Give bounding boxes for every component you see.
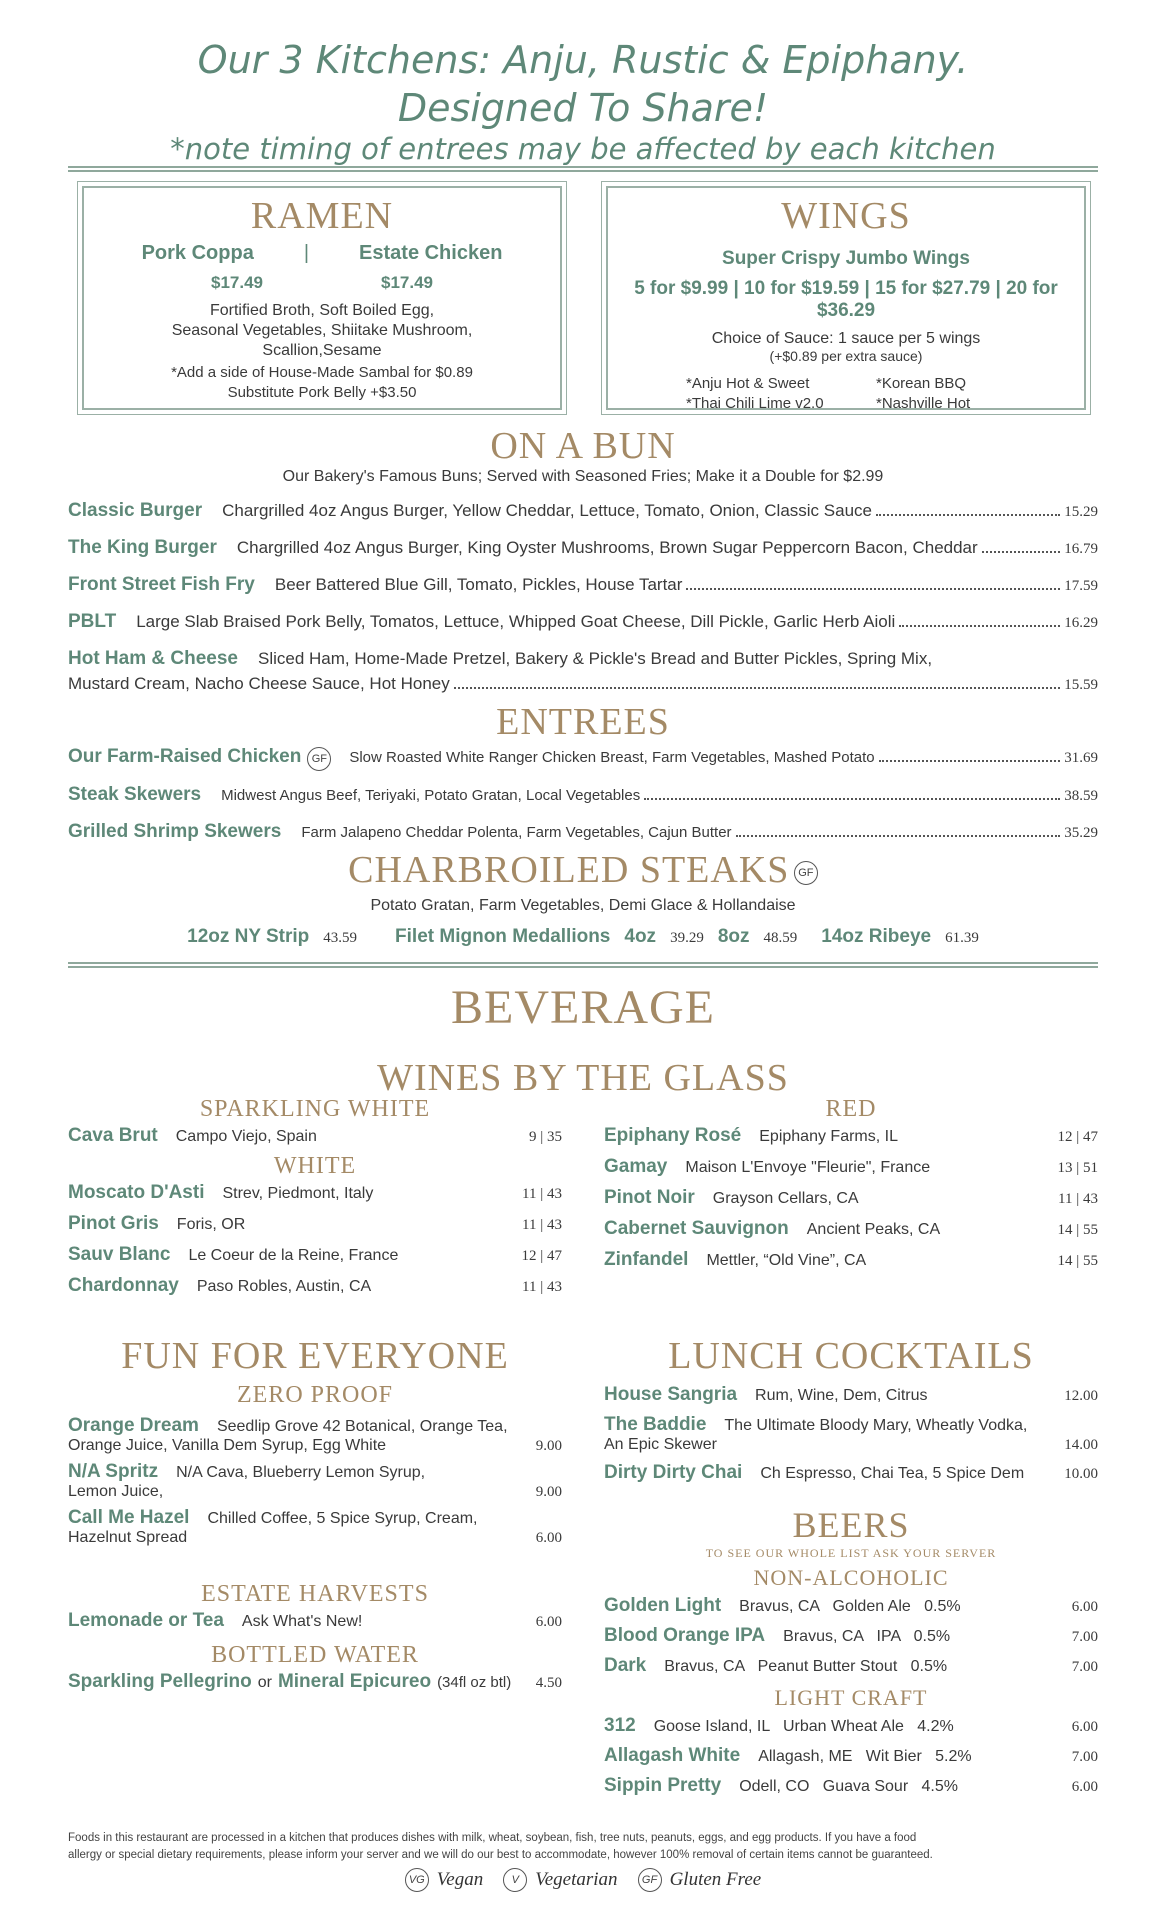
drink-desc: Hazelnut Spread bbox=[68, 1529, 188, 1546]
ramen-option-pork: Pork Coppa bbox=[141, 242, 254, 264]
drink-price: 9.00 bbox=[535, 1484, 562, 1500]
drink-name: N/A Spritz bbox=[68, 1461, 159, 1482]
wine-item bbox=[604, 1249, 1098, 1271]
beer-price: 7.00 bbox=[1071, 1749, 1098, 1765]
steaks-options bbox=[0, 926, 1166, 948]
beer-name: 312 bbox=[604, 1715, 636, 1736]
wine-name: Pinot Gris bbox=[68, 1213, 159, 1234]
beer-name: Blood Orange IPA bbox=[604, 1625, 766, 1646]
item-price: 17.59 bbox=[1064, 578, 1098, 594]
drink-name: Mineral Epicureo bbox=[277, 1671, 432, 1692]
wine-item bbox=[68, 1182, 562, 1204]
wine-name: Chardonnay bbox=[68, 1275, 179, 1296]
menu-item bbox=[68, 500, 1098, 522]
header-line-2: Designed To Share! bbox=[397, 86, 769, 130]
wine-desc: Campo Viejo, Spain bbox=[175, 1128, 317, 1145]
steak-ribeye-price: 61.39 bbox=[945, 930, 979, 946]
ramen-desc-1: Fortified Broth, Soft Boiled Egg, bbox=[209, 302, 435, 319]
drink-name: Orange Dream bbox=[68, 1415, 199, 1436]
steaks-heading bbox=[0, 848, 1166, 892]
vegetarian-icon: V bbox=[503, 1868, 527, 1892]
wine-desc: Mettler, “Old Vine”, CA bbox=[706, 1252, 867, 1269]
item-price: 16.29 bbox=[1064, 615, 1098, 631]
dot-leader bbox=[644, 798, 1060, 800]
cocktail-item bbox=[604, 1462, 1098, 1484]
item-price: 15.59 bbox=[1064, 677, 1098, 693]
item-name: Classic Burger bbox=[68, 500, 203, 521]
ramen-desc-2: Seasonal Vegetables, Shiitake Mushroom, bbox=[171, 322, 473, 339]
wine-name: Pinot Noir bbox=[604, 1187, 695, 1208]
beer-price: 6.00 bbox=[1071, 1719, 1098, 1735]
menu-item bbox=[68, 574, 1098, 596]
item-price: 31.69 bbox=[1064, 750, 1098, 766]
wine-name: Cabernet Sauvignon bbox=[604, 1218, 789, 1239]
steaks-subtitle: Potato Gratan, Farm Vegetables, Demi Glace & Hollandaise bbox=[370, 897, 796, 914]
allergy-line-2: allergy or special dietary requirements, please inform your server and we will do our best to accommodate, however 100% removal of certain items cannot be guaranteed. bbox=[68, 1849, 933, 1861]
wine-price: 12 | 47 bbox=[1057, 1129, 1098, 1145]
cocktail-name: Dirty Dirty Chai bbox=[604, 1462, 743, 1483]
zero-proof-title: ZERO PROOF bbox=[236, 1382, 394, 1408]
menu-item bbox=[68, 784, 1098, 806]
beer-price: 6.00 bbox=[1071, 1779, 1098, 1795]
dot-leader bbox=[879, 760, 1061, 762]
cocktails-title: LUNCH COCKTAILS bbox=[668, 1335, 1034, 1377]
wine-name: Cava Brut bbox=[68, 1125, 158, 1146]
drink-name: Call Me Hazel bbox=[68, 1507, 190, 1528]
wine-item bbox=[68, 1244, 562, 1266]
wine-desc: Ancient Peaks, CA bbox=[806, 1221, 941, 1238]
wine-price: 12 | 47 bbox=[521, 1248, 562, 1264]
ramen-option-chicken: Estate Chicken bbox=[359, 242, 503, 264]
item-desc: Beer Battered Blue Gill, Tomato, Pickles, House Tartar bbox=[274, 575, 683, 594]
wine-price: 13 | 51 bbox=[1057, 1160, 1098, 1176]
wings-title: WINGS bbox=[781, 195, 911, 237]
non-alcoholic-title: NON-ALCOHOLIC bbox=[753, 1565, 949, 1590]
wine-item bbox=[68, 1213, 562, 1235]
drink-desc: Chilled Coffee, 5 Spice Syrup, Cream, bbox=[207, 1510, 478, 1527]
wings-sauce-item: *Thai Chili Lime v2.0 bbox=[686, 395, 824, 412]
item-desc: Sliced Ham, Home-Made Pretzel, Bakery & Pickle's Bread and Butter Pickles, Spring Mix, bbox=[258, 649, 933, 668]
ramen-price-chicken: $17.49 bbox=[381, 273, 433, 292]
beer-desc: Goose Island, IL Urban Wheat Ale 4.2% bbox=[653, 1718, 954, 1735]
red-title: RED bbox=[825, 1096, 877, 1122]
sparkling-white-title: SPARKLING WHITE bbox=[199, 1096, 431, 1122]
bottled-water-title: BOTTLED WATER bbox=[211, 1642, 419, 1668]
cocktail-price: 14.00 bbox=[1064, 1437, 1098, 1453]
steaks-title: CHARBROILED STEAKS bbox=[348, 849, 790, 891]
gluten-free-icon: GF bbox=[307, 747, 331, 771]
cocktail-item bbox=[604, 1414, 1098, 1454]
beer-item bbox=[604, 1715, 1098, 1737]
wine-item bbox=[604, 1125, 1098, 1147]
item-name: Grilled Shrimp Skewers bbox=[68, 821, 282, 842]
ramen-box bbox=[82, 186, 562, 410]
allergy-line-1: Foods in this restaurant are processed in a kitchen that produces dishes with milk, wheat, soybean, fish, tree nuts, peanuts, eggs, and egg products. If you have a food bbox=[68, 1832, 917, 1844]
item-price: 16.79 bbox=[1064, 541, 1098, 557]
legend-vegan: Vegan bbox=[436, 1869, 484, 1890]
beverage-title: BEVERAGE bbox=[451, 981, 715, 1034]
beer-price: 7.00 bbox=[1071, 1659, 1098, 1675]
wine-price: 11 | 43 bbox=[522, 1279, 562, 1295]
wine-name: Epiphany Rosé bbox=[604, 1125, 742, 1146]
menu-item bbox=[68, 648, 1098, 670]
item-desc: Chargrilled 4oz Angus Burger, King Oyster Mushrooms, Brown Sugar Peppercorn Bacon, Cheddar bbox=[236, 538, 978, 557]
wine-name: Gamay bbox=[604, 1156, 668, 1177]
beer-desc: Bravus, CA Peanut Butter Stout 0.5% bbox=[664, 1658, 948, 1675]
wine-desc: Foris, OR bbox=[176, 1216, 246, 1233]
drink-name: Sparkling Pellegrino bbox=[68, 1671, 252, 1692]
cocktail-desc: The Ultimate Bloody Mary, Wheatly Vodka, bbox=[724, 1417, 1028, 1434]
light-craft-title: LIGHT CRAFT bbox=[774, 1685, 928, 1710]
beer-name: Sippin Pretty bbox=[604, 1775, 722, 1796]
wine-desc: Paso Robles, Austin, CA bbox=[196, 1278, 372, 1295]
estate-harvests-title: ESTATE HARVESTS bbox=[201, 1581, 429, 1607]
wines-title: WINES BY THE GLASS bbox=[377, 1057, 789, 1099]
steak-ny-price: 43.59 bbox=[323, 930, 358, 946]
wine-price: 14 | 55 bbox=[1057, 1253, 1098, 1269]
ramen-desc-3: Scallion,Sesame bbox=[262, 342, 382, 359]
item-name: Hot Ham & Cheese bbox=[68, 648, 238, 669]
wine-desc: Epiphany Farms, IL bbox=[759, 1128, 898, 1145]
drink-item bbox=[68, 1461, 562, 1501]
wine-price: 11 | 43 bbox=[1058, 1191, 1098, 1207]
wings-sauce-choice: Choice of Sauce: 1 sauce per 5 wings bbox=[711, 330, 981, 347]
beer-desc: Bravus, CA IPA 0.5% bbox=[783, 1628, 951, 1645]
beer-name: Dark bbox=[604, 1655, 647, 1676]
drink-desc: Seedlip Grove 42 Botanical, Orange Tea, bbox=[216, 1418, 508, 1435]
drink-desc: N/A Cava, Blueberry Lemon Syrup, bbox=[176, 1464, 426, 1481]
wings-subtitle: Super Crispy Jumbo Wings bbox=[722, 248, 970, 269]
dot-leader bbox=[899, 625, 1060, 627]
wings-box bbox=[606, 186, 1086, 410]
wine-item bbox=[604, 1187, 1098, 1209]
beer-name: Golden Light bbox=[604, 1595, 722, 1616]
wine-price: 11 | 43 bbox=[522, 1217, 562, 1233]
wines-left-column bbox=[68, 1096, 562, 1297]
steak-filet-8oz-price: 48.59 bbox=[763, 930, 798, 946]
cocktail-price: 12.00 bbox=[1064, 1388, 1098, 1404]
item-price: 38.59 bbox=[1064, 788, 1098, 804]
beer-item bbox=[604, 1775, 1098, 1797]
drink-price: 6.00 bbox=[535, 1614, 562, 1630]
wine-name: Moscato D'Asti bbox=[68, 1182, 205, 1203]
menu-item-continued bbox=[68, 674, 1098, 694]
wings-sauce-item: *Anju Hot & Sweet bbox=[686, 375, 810, 392]
dot-leader bbox=[876, 514, 1060, 516]
white-title: WHITE bbox=[273, 1153, 357, 1179]
wines-right-column bbox=[604, 1096, 1098, 1271]
cocktail-desc: An Epic Skewer bbox=[604, 1436, 717, 1453]
cocktail-price: 10.00 bbox=[1064, 1466, 1098, 1482]
cocktail-desc: Rum, Wine, Dem, Citrus bbox=[755, 1387, 928, 1404]
menu-item bbox=[68, 746, 1098, 771]
beers-title: BEERS bbox=[792, 1505, 910, 1545]
cocktail-desc: Ch Espresso, Chai Tea, 5 Spice Dem bbox=[760, 1465, 1025, 1482]
steak-filet-8oz: 8oz bbox=[717, 926, 750, 947]
steak-filet-4oz-price: 39.29 bbox=[670, 930, 704, 946]
dot-leader bbox=[982, 551, 1061, 553]
wine-item bbox=[604, 1218, 1098, 1240]
wine-item bbox=[68, 1275, 562, 1297]
dot-leader bbox=[686, 588, 1060, 590]
drink-price: 6.00 bbox=[535, 1530, 562, 1546]
wine-item bbox=[68, 1125, 562, 1147]
ramen-substitute: Substitute Pork Belly +$3.50 bbox=[227, 384, 417, 401]
header-note: *note timing of entrees may be affected by each kitchen bbox=[170, 132, 996, 166]
item-name: Steak Skewers bbox=[68, 784, 202, 805]
beverage-divider bbox=[68, 962, 1098, 968]
cocktail-name: House Sangria bbox=[604, 1384, 738, 1405]
drink-desc: Ask What's New! bbox=[241, 1613, 363, 1630]
beer-price: 7.00 bbox=[1071, 1629, 1098, 1645]
item-desc: Slow Roasted White Ranger Chicken Breast, Farm Vegetables, Mashed Potato bbox=[349, 749, 875, 766]
wine-name: Sauv Blanc bbox=[68, 1244, 171, 1265]
gluten-free-icon: GF bbox=[638, 1868, 662, 1892]
gluten-free-icon: GF bbox=[794, 861, 818, 885]
drink-price: 4.50 bbox=[535, 1675, 562, 1691]
beer-desc: Allagash, ME Wit Bier 5.2% bbox=[758, 1748, 972, 1765]
wine-price: 9 | 35 bbox=[528, 1129, 562, 1145]
drink-or: or bbox=[257, 1674, 272, 1691]
wine-name: Zinfandel bbox=[604, 1249, 689, 1270]
cocktail-name: The Baddie bbox=[604, 1414, 707, 1435]
beer-desc: Bravus, CA Golden Ale 0.5% bbox=[739, 1598, 961, 1615]
wings-sauce-item: *Korean BBQ bbox=[876, 375, 967, 392]
item-name: PBLT bbox=[68, 611, 117, 632]
header-line-1: Our 3 Kitchens: Anju, Rustic & Epiphany. bbox=[197, 38, 969, 82]
beer-item bbox=[604, 1595, 1098, 1617]
wine-desc: Strev, Piedmont, Italy bbox=[222, 1185, 374, 1202]
item-name: The King Burger bbox=[68, 537, 217, 558]
item-name: Front Street Fish Fry bbox=[68, 574, 255, 595]
bun-title: ON A BUN bbox=[490, 425, 676, 467]
steak-filet-4oz: 4oz bbox=[624, 926, 657, 947]
vegan-icon: VG bbox=[405, 1868, 429, 1892]
drink-desc: (34fl oz btl) bbox=[437, 1674, 512, 1691]
legend-gluten-free: Gluten Free bbox=[669, 1869, 762, 1890]
fun-column bbox=[68, 1334, 562, 1693]
item-desc: Chargrilled 4oz Angus Burger, Yellow Cheddar, Lettuce, Tomato, Onion, Classic Sauce bbox=[222, 501, 872, 520]
drink-desc: Orange Juice, Vanilla Dem Syrup, Egg White bbox=[68, 1437, 387, 1454]
beer-desc: Odell, CO Guava Sour 4.5% bbox=[739, 1778, 958, 1795]
menu-item bbox=[68, 611, 1098, 633]
allergy-notice bbox=[68, 1830, 1108, 1864]
wings-sauce-item: *Nashville Hot bbox=[876, 395, 971, 412]
wine-item bbox=[604, 1156, 1098, 1178]
drink-desc: Lemon Juice, bbox=[68, 1483, 164, 1500]
beers-note: TO SEE OUR WHOLE LIST ASK YOUR SERVER bbox=[705, 1546, 997, 1560]
drink-item bbox=[68, 1671, 562, 1693]
dot-leader bbox=[736, 835, 1061, 837]
steak-ribeye: 14oz Ribeye bbox=[821, 926, 932, 947]
entrees-title: ENTREES bbox=[496, 701, 670, 743]
menu-item bbox=[68, 537, 1098, 559]
menu-item bbox=[68, 821, 1098, 843]
item-desc: Large Slab Braised Pork Belly, Tomatos, Lettuce, Whipped Goat Cheese, Dill Pickle, Garlic Herb Aioli bbox=[136, 612, 896, 631]
wine-price: 14 | 55 bbox=[1057, 1222, 1098, 1238]
cocktail-item bbox=[604, 1384, 1098, 1406]
drink-price: 9.00 bbox=[535, 1438, 562, 1454]
item-desc: Mustard Cream, Nacho Cheese Sauce, Hot Honey bbox=[68, 674, 450, 693]
drink-item bbox=[68, 1415, 562, 1455]
bun-subtitle: Our Bakery's Famous Buns; Served with Seasoned Fries; Make it a Double for $2.99 bbox=[282, 468, 884, 485]
ramen-price-pork: $17.49 bbox=[211, 273, 263, 292]
fun-title: FUN FOR EVERYONE bbox=[121, 1335, 509, 1377]
wings-extra-sauce: (+$0.89 per extra sauce) bbox=[769, 348, 923, 364]
header-divider bbox=[68, 166, 1098, 172]
item-name: Our Farm-Raised Chicken bbox=[68, 746, 302, 767]
ramen-divider: | bbox=[303, 242, 310, 264]
drink-item bbox=[68, 1610, 562, 1632]
beer-item bbox=[604, 1625, 1098, 1647]
drink-name: Lemonade or Tea bbox=[68, 1610, 224, 1631]
item-price: 15.29 bbox=[1064, 504, 1098, 520]
ramen-add-sambal: *Add a side of House-Made Sambal for $0.89 bbox=[171, 364, 473, 381]
steak-filet: Filet Mignon Medallions bbox=[395, 926, 611, 947]
cocktails-column bbox=[604, 1334, 1098, 1797]
wine-desc: Le Coeur de la Reine, France bbox=[188, 1247, 399, 1264]
wine-price: 11 | 43 bbox=[522, 1186, 562, 1202]
diet-legend bbox=[0, 1868, 1166, 1892]
beer-item bbox=[604, 1655, 1098, 1677]
drink-item bbox=[68, 1507, 562, 1547]
beer-price: 6.00 bbox=[1071, 1599, 1098, 1615]
beer-item bbox=[604, 1745, 1098, 1767]
steak-ny-strip: 12oz NY Strip bbox=[187, 926, 310, 947]
item-desc: Farm Jalapeno Cheddar Polenta, Farm Vegetables, Cajun Butter bbox=[301, 824, 732, 841]
wine-desc: Grayson Cellars, CA bbox=[712, 1190, 859, 1207]
beer-name: Allagash White bbox=[604, 1745, 741, 1766]
ramen-title: RAMEN bbox=[250, 195, 394, 237]
item-desc: Midwest Angus Beef, Teriyaki, Potato Gratan, Local Vegetables bbox=[221, 787, 641, 804]
legend-vegetarian: Vegetarian bbox=[535, 1869, 618, 1890]
item-price: 35.29 bbox=[1064, 825, 1098, 841]
dot-leader bbox=[454, 687, 1061, 689]
wine-desc: Maison L'Envoye "Fleurie", France bbox=[685, 1159, 931, 1176]
wings-pricing: 5 for $9.99 | 10 for $19.59 | 15 for $27.79 | 20 for $36.29 bbox=[634, 278, 1058, 321]
